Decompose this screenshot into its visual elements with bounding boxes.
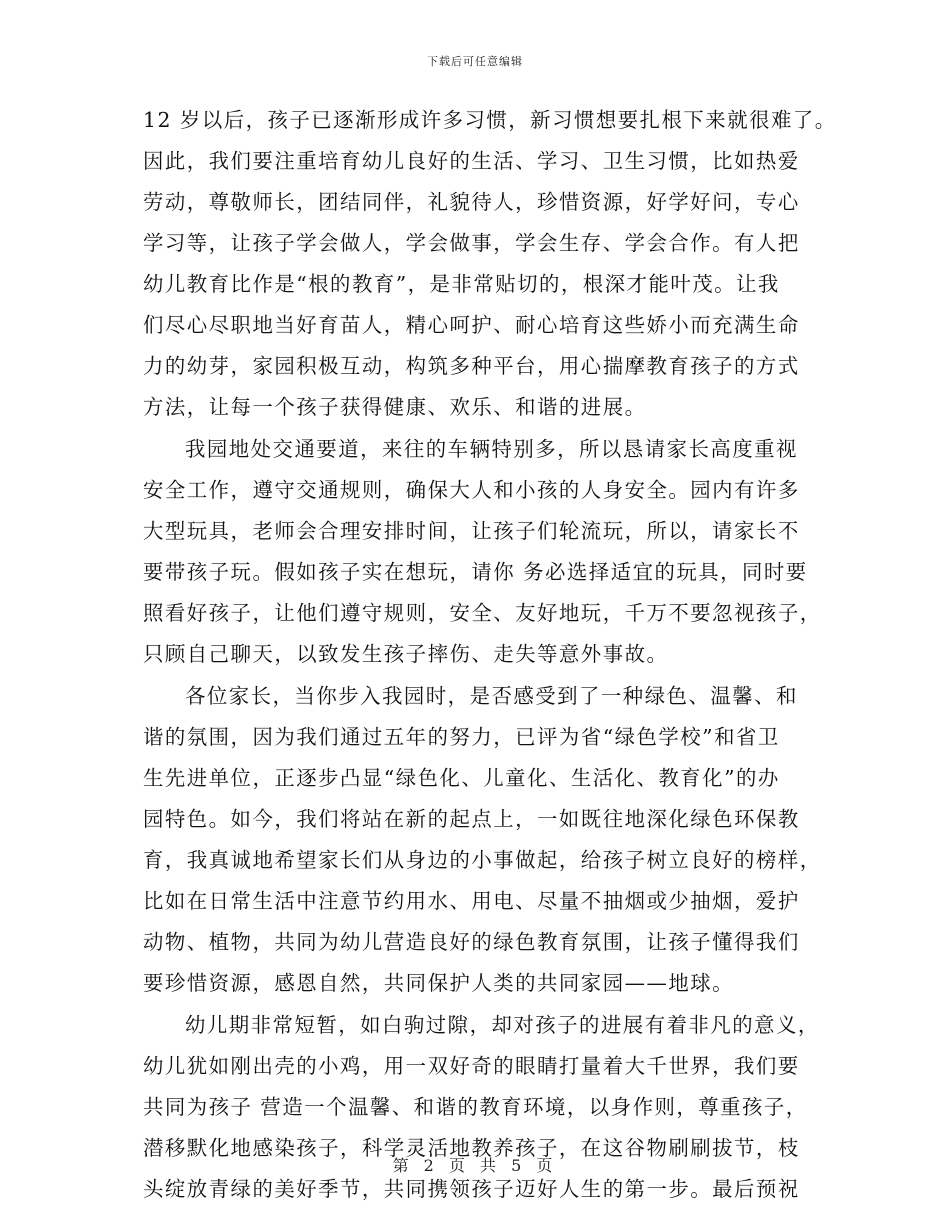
text-line: 育，我真诚地希望家长们从身边的小事做起，给孩子树立良好的榜样， [143, 848, 822, 872]
text-line: 因此，我们要注重培育幼儿良好的生活、学习、卫生习惯，比如热爱 [143, 149, 800, 173]
page-header: 下载后可任意编辑 [427, 55, 523, 68]
text-line: 潜移默化地感染孩子，科学灵活地教养孩子，在这谷物刷刷拔节，枝 [143, 1136, 800, 1160]
text-line: 比如在日常生活中注意节约用水、用电、尽量不抽烟或少抽烟，爱护 [143, 889, 800, 913]
text-line: 学习等，让孩子学会做人，学会做事，学会生存、学会合作。有人把 [143, 231, 800, 255]
paragraph [143, 100, 837, 428]
paragraph [143, 1005, 820, 1210]
text-line: 大型玩具，老师会合理安排时间，让孩子们轮流玩，所以，请家长不 [143, 519, 800, 543]
text-line: 幼儿教育比作是“根的教育”，是非常贴切的，根深才能叶茂。让我 [143, 272, 780, 296]
text-line: 只顾自己聊天，以致发生孩子摔伤、走失等意外事故。 [143, 642, 669, 666]
text-line: 照看好孩子，让他们遵守规则，安全、友好地玩，千万不要忽视孩子， [143, 601, 822, 625]
text-line: 幼儿犹如刚出壳的小鸡，用一双好奇的眼睛打量着大千世界，我们要 [143, 1054, 800, 1078]
paragraph [143, 676, 822, 1004]
text-line: 要珍惜资源，感恩自然，共同保护人类的共同家园——地球。 [143, 971, 735, 995]
text-line: 12 岁以后，孩子已逐渐形成许多习惯，新习惯想要扎根下来就很难了。 [143, 108, 837, 132]
text-line: 安全工作，遵守交通规则，确保大人和小孩的人身安全。园内有许多 [143, 478, 800, 502]
text-line: 各位家长，当你步入我园时，是否感受到了一种绿色、温馨、和 [185, 684, 798, 708]
text-line: 们尽心尽职地当好育苗人，精心呵护、耐心培育这些娇小而充满生命 [143, 313, 800, 337]
text-line: 动物、植物，共同为幼儿营造良好的绿色教育氛围，让孩子懂得我们 [143, 930, 800, 954]
text-line: 共同为孩子 营造一个温馨、和谐的教育环境，以身作则，尊重孩子， [143, 1095, 808, 1119]
text-line: 谐的氛围，因为我们通过五年的努力，已评为省“绿色学校”和省卫 [143, 725, 780, 749]
text-line: 力的幼芽，家园积极互动，构筑多种平台，用心揣摩教育孩子的方式 [143, 354, 800, 378]
text-line: 头绽放青绿的美好季节，共同携领孩子迈好人生的第一步。最后预祝 [143, 1177, 800, 1201]
text-line: 生先进单位，正逐步凸显“绿色化、儿童化、生活化、教育化”的办 [143, 766, 780, 790]
text-line: 劳动，尊敬师长，团结同伴，礼貌待人，珍惜资源，好学好问，专心 [143, 190, 800, 214]
paragraph [143, 429, 822, 675]
text-line: 我园地处交通要道，来往的车辆特别多，所以恳请家长高度重视 [185, 437, 798, 461]
text-line: 幼儿期非常短暂，如白驹过隙，却对孩子的进展有着非凡的意义， [185, 1013, 820, 1037]
text-line: 要带孩子玩。假如孩子实在想玩，请你 务必选择适宜的玩具，同时要 [143, 560, 808, 584]
text-line: 方法，让每一个孩子获得健康、欢乐、和谐的进展。 [143, 395, 647, 419]
document-body [143, 100, 837, 1210]
page-number-footer: 第 2 页 共 5 页 [392, 1156, 558, 1175]
text-line: 园特色。如今，我们将站在新的起点上，一如既往地深化绿色环保教 [143, 807, 800, 831]
